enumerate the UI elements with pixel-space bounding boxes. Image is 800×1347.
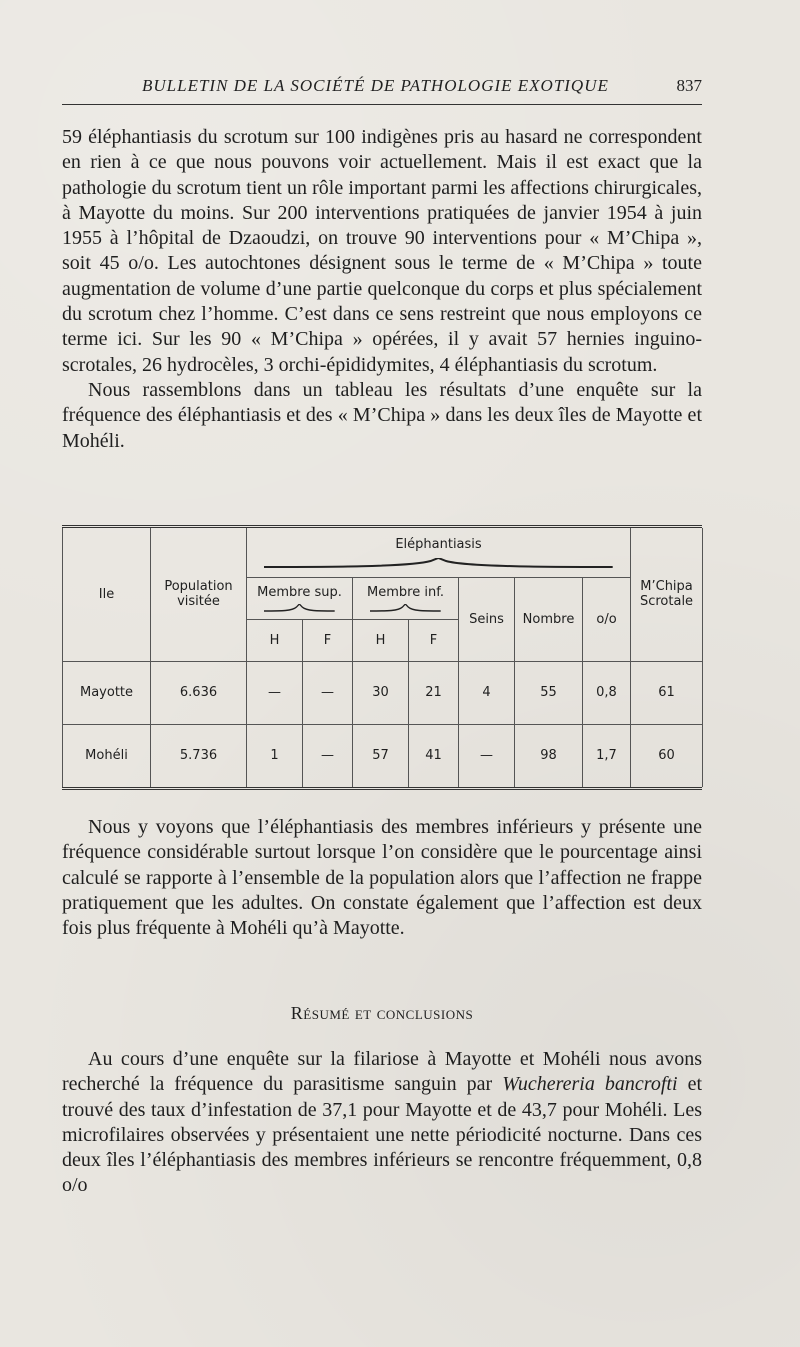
section-heading	[62, 1003, 702, 1024]
brace-icon	[264, 558, 613, 568]
paragraph-text: et trouvé des taux d’infestation de 37,1 pour Mayotte et de 43,7 pour Mohéli. Les microfilaires observées y présentaient une nette périodicité nocturne. Dans ces deux îles l’éléphantiasis des membres inférieurs se rencontre fréquemment, 0,8 o/o	[62, 1073, 703, 1197]
page-header	[62, 76, 702, 112]
header-pourcentage: o/o	[583, 578, 631, 661]
cell-ile: Mohéli	[63, 724, 151, 787]
cell-mchipa: 60	[631, 724, 703, 787]
data-table	[62, 528, 703, 787]
cell-mchipa: 61	[631, 661, 703, 724]
cell-population: 6.636	[151, 661, 247, 724]
cell-nombre: 55	[515, 661, 583, 724]
species-name: Wuchereria bancrofti	[502, 1073, 678, 1096]
paragraph-text: Au cours d’une enquête sur la filariose à Mayotte et Mohéli nous avons recherché la fréquence du parasitisme sanguin par	[62, 1048, 702, 1096]
header-sup-h: H	[247, 620, 303, 662]
header-elephantiasis	[247, 528, 631, 578]
header-mchipa: M’Chipa Scrotale	[631, 528, 703, 661]
body-text-bottom	[62, 1047, 702, 1199]
cell-inf-h: 57	[353, 724, 409, 787]
header-inf-h: H	[353, 620, 409, 662]
cell-sup-h: —	[247, 661, 303, 724]
paragraph: Nous rassemblons dans un tableau les résultats d’une enquête sur la fréquence des éléphantiasis et des « M’Chipa » dans les deux îles de Mayotte et Mohéli.	[62, 378, 702, 452]
cell-pourcentage: 1,7	[583, 724, 631, 787]
cell-pourcentage: 0,8	[583, 661, 631, 724]
table-row	[63, 724, 703, 787]
cell-sup-f: —	[303, 661, 353, 724]
header-rule	[62, 104, 702, 105]
brace-icon	[264, 604, 335, 612]
running-head: BULLETIN DE LA SOCIÉTÉ DE PATHOLOGIE EXOTIQUE	[142, 76, 609, 95]
table-row	[63, 661, 703, 724]
paragraph	[62, 1047, 702, 1199]
header-membre-sup-label: Membre sup.	[257, 585, 342, 601]
cell-seins: 4	[459, 661, 515, 724]
header-elephantiasis-label: Eléphantiasis	[395, 537, 482, 553]
cell-sup-f: —	[303, 724, 353, 787]
cell-sup-h: 1	[247, 724, 303, 787]
elephantiasis-table	[62, 525, 702, 790]
cell-population: 5.736	[151, 724, 247, 787]
cell-inf-h: 30	[353, 661, 409, 724]
brace-icon	[370, 604, 441, 612]
section-heading-label: Résumé et conclusions	[290, 1003, 474, 1023]
header-sup-f: F	[303, 620, 353, 662]
body-text-middle	[62, 815, 702, 941]
cell-inf-f: 21	[409, 661, 459, 724]
header-membre-inf	[353, 578, 459, 620]
paragraph: Nous y voyons que l’éléphantiasis des membres inférieurs y présente une fréquence considérable surtout lorsque l’on considère que le pourcentage ainsi calculé se rapporte à l’ensemble de la population alors que l’affection ne frappe pratiquement que les adultes. On constate également que l’affection est deux fois plus fréquente à Mohéli qu’à Mayotte.	[62, 816, 702, 940]
header-membre-sup	[247, 578, 353, 620]
header-population: Population visitée	[151, 528, 247, 661]
page-number: 837	[676, 76, 702, 95]
header-inf-f: F	[409, 620, 459, 662]
paragraph: 59 éléphantiasis du scrotum sur 100 indigènes pris au hasard ne correspondent en rien à ce que nous pouvons voir actuellement. Mais il est exact que la pathologie du scrotum tient un rôle important parmi les affections chirurgicales, à Mayotte du moins. Sur 200 interventions pratiquées de janvier 1954 à juin 1955 à l’hôpital de Dzaoudzi, on trouve 90 interventions pour « M’Chipa », soit 45 o/o. Les autochtones désignent sous le terme de « M’Chipa » toute augmentation de volume d’une partie quelconque du corps et plus spécialement du scrotum chez l’homme. C’est dans ce sens restreint que nous employons ce terme ici. Sur les 90 « M’Chipa » opérées, il y avait 57 hernies inguino-scrotales, 26 hydrocèles, 3 orchi-épididymites, 4 éléphantiasis du scrotum.	[62, 126, 702, 376]
body-text-top	[62, 125, 702, 454]
header-seins: Seins	[459, 578, 515, 661]
cell-seins: —	[459, 724, 515, 787]
cell-ile: Mayotte	[63, 661, 151, 724]
header-ile: Ile	[63, 528, 151, 661]
header-membre-inf-label: Membre inf.	[367, 585, 444, 601]
cell-nombre: 98	[515, 724, 583, 787]
header-nombre: Nombre	[515, 578, 583, 661]
cell-inf-f: 41	[409, 724, 459, 787]
